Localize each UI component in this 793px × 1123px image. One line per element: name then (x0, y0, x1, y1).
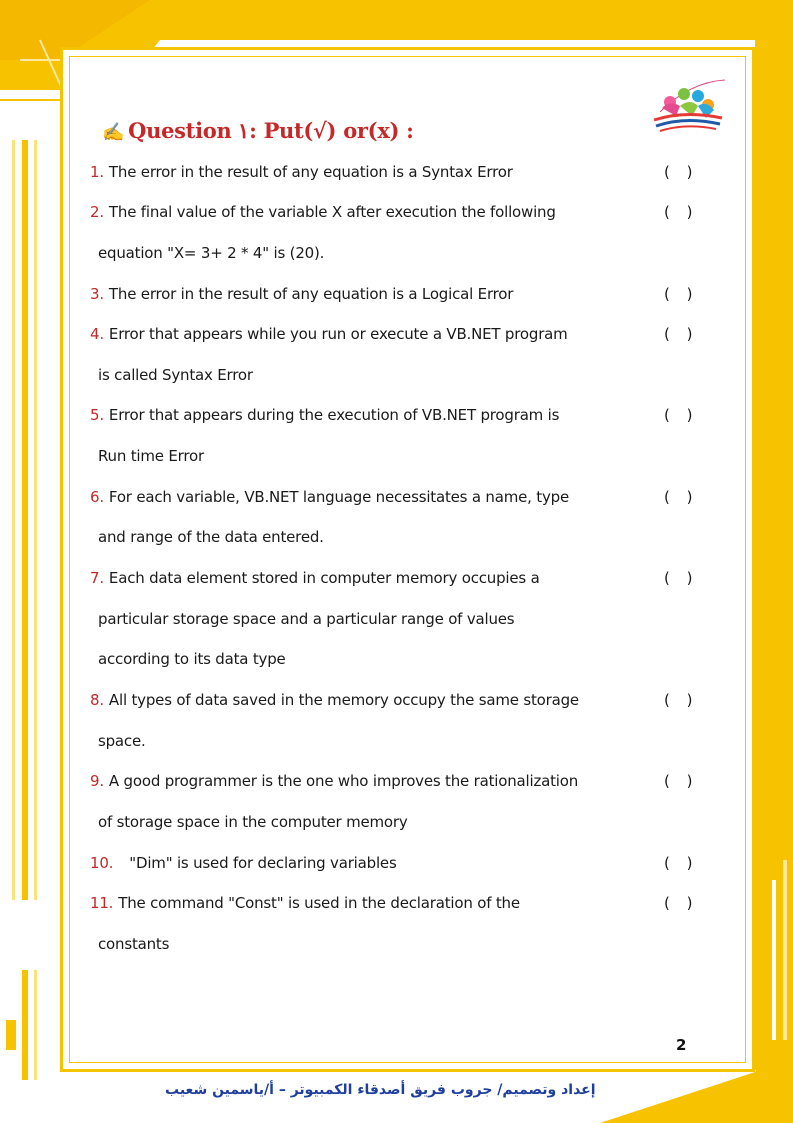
title-prefix: Question (128, 118, 232, 143)
question-7-line-2: particular storage space and a particular range of values (98, 610, 515, 628)
answer-box-2[interactable]: ( ) (664, 203, 699, 221)
question-11-line-2: constants (98, 935, 170, 953)
question-4-line-2: is called Syntax Error (98, 366, 253, 384)
question-number: 10. (90, 854, 114, 872)
question-2-line-1: 2. The final value of the variable X after execution the following (90, 203, 556, 221)
question-4-line-1: 4. Error that appears while you run or execute a VB.NET program (90, 325, 568, 343)
question-8-line-2: space. (98, 732, 146, 750)
answer-box-4[interactable]: ( ) (664, 325, 699, 343)
answer-box-11[interactable]: ( ) (664, 894, 699, 912)
question-5-line-2: Run time Error (98, 447, 204, 465)
title-colon: ١: (237, 118, 257, 143)
question-number: 9. (90, 772, 104, 790)
question-10-line-1: 10. "Dim" is used for declaring variables (90, 854, 397, 872)
question-5-line-1: 5. Error that appears during the execution of VB.NET program is (90, 406, 560, 424)
question-number: 5. (90, 406, 104, 424)
question-number: 6. (90, 488, 104, 506)
question-number: 7. (90, 569, 104, 587)
footer-credit: إعداد وتصميم/ جروب فريق أصدقاء الكمبيوتر – أ/ياسمين شعيب (165, 1082, 596, 1098)
question-1-line-1: 1. The error in the result of any equation is a Syntax Error (90, 163, 513, 181)
question-6-line-2: and range of the data entered. (98, 528, 324, 546)
question-number: 3. (90, 285, 104, 303)
answer-box-8[interactable]: ( ) (664, 691, 699, 709)
answer-box-5[interactable]: ( ) (664, 406, 699, 424)
writing-hand-icon: ✍ (102, 122, 125, 143)
question-7-line-1: 7. Each data element stored in computer memory occupies a (90, 569, 540, 587)
answer-box-10[interactable]: ( ) (664, 854, 699, 872)
question-number: 2. (90, 203, 104, 221)
answer-box-1[interactable]: ( ) (664, 163, 699, 181)
question-number: 11. (90, 894, 114, 912)
answer-box-9[interactable]: ( ) (664, 772, 699, 790)
question-11-line-1: 11. The command "Const" is used in the declaration of the (90, 894, 520, 912)
question-8-line-1: 8. All types of data saved in the memory occupy the same storage (90, 691, 579, 709)
question-9-line-2: of storage space in the computer memory (98, 813, 408, 831)
question-number: 8. (90, 691, 104, 709)
question-3-line-1: 3. The error in the result of any equation is a Logical Error (90, 285, 514, 303)
question-7-line-3: according to its data type (98, 650, 286, 668)
answer-box-6[interactable]: ( ) (664, 488, 699, 506)
page-number: 2 (676, 1036, 687, 1054)
question-number: 4. (90, 325, 104, 343)
answer-box-7[interactable]: ( ) (664, 569, 699, 587)
question-9-line-1: 9. A good programmer is the one who improves the rationalization (90, 772, 579, 790)
title-rest: Put(√) or(x) : (263, 118, 414, 143)
question-2-line-2: equation "X= 3+ 2 * 4" is (20). (98, 244, 325, 262)
question-number: 1. (90, 163, 104, 181)
answer-box-3[interactable]: ( ) (664, 285, 699, 303)
question-6-line-1: 6. For each variable, VB.NET language necessitates a name, type (90, 488, 569, 506)
